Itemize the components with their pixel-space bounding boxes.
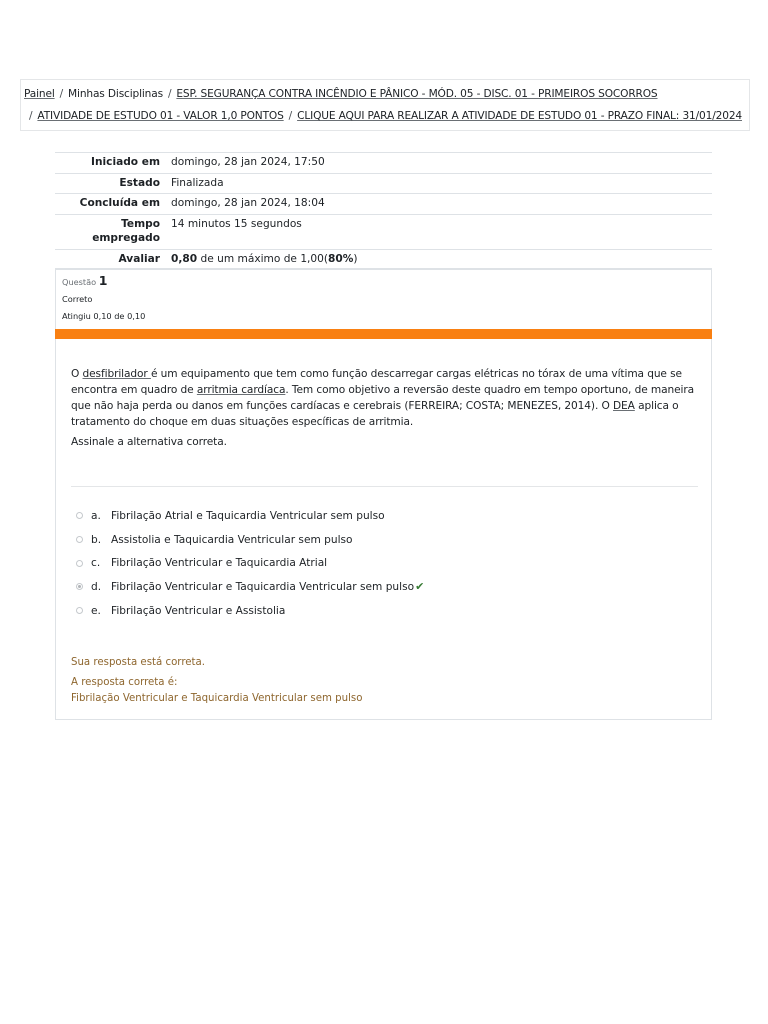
grade-percent: 80% xyxy=(328,252,354,265)
started-value: domingo, 28 jan 2024, 17:50 xyxy=(166,153,712,174)
answer-letter: e. xyxy=(91,604,101,617)
question-number-label: Questão xyxy=(62,277,97,287)
time-label-line-1: Tempo xyxy=(121,217,160,230)
question-state: Correto xyxy=(62,294,93,304)
breadcrumb-quiz-link[interactable]: CLIQUE AQUI PARA REALIZAR A ATIVIDADE DE ESTUDO 01 - PRAZO FINAL: 31/01/2024 xyxy=(297,110,742,122)
breadcrumb-separator: / xyxy=(29,110,33,122)
breadcrumb-separator: / xyxy=(288,110,293,122)
answer-radio-c[interactable] xyxy=(76,560,83,567)
feedback-result: Sua resposta está correta. xyxy=(71,657,206,668)
question-info xyxy=(62,273,145,321)
grade-mid: de um máximo de 1,00( xyxy=(197,252,329,265)
attempt-summary-table xyxy=(55,152,712,270)
question-card xyxy=(55,268,712,720)
answer-radio-d[interactable] xyxy=(76,583,83,590)
question-paragraph-1 xyxy=(71,366,701,430)
question-number xyxy=(62,273,145,288)
answer-option-e[interactable] xyxy=(76,599,424,623)
answer-label: Fibrilação Atrial e Taquicardia Ventricular sem pulso xyxy=(111,509,385,522)
breadcrumb-line-2 xyxy=(29,110,742,122)
answer-radio-b[interactable] xyxy=(76,536,83,543)
time-value: 14 minutos 15 segundos xyxy=(166,214,712,249)
answer-label: Fibrilação Ventricular e Assistolia xyxy=(111,604,286,617)
time-label xyxy=(55,214,166,249)
answer-letter: d. xyxy=(91,580,102,593)
breadcrumb-minhas-disciplinas: Minhas Disciplinas xyxy=(68,88,163,100)
answer-option-a[interactable] xyxy=(76,504,424,528)
completed-value: domingo, 28 jan 2024, 18:04 xyxy=(166,194,712,215)
question-divider xyxy=(71,486,698,487)
answer-list xyxy=(76,504,424,622)
question-text-part: O xyxy=(71,368,83,380)
breadcrumb-painel-link[interactable]: Painel xyxy=(24,88,55,100)
question-number-value: 1 xyxy=(98,273,108,288)
answer-label: Fibrilação Ventricular e Taquicardia Ventricular sem pulso xyxy=(111,580,415,593)
breadcrumb-separator: / xyxy=(167,88,172,100)
answer-letter: a. xyxy=(91,509,101,522)
summary-row-started xyxy=(55,153,712,174)
completed-label: Concluída em xyxy=(55,194,166,215)
summary-row-state xyxy=(55,173,712,194)
desfibrilador-link[interactable]: desfibrilador xyxy=(82,368,151,380)
question-text-part: aplica o tratamento do choque em duas situações específicas de arritmia. xyxy=(71,400,679,428)
check-icon: ✔ xyxy=(415,580,425,594)
summary-row-time xyxy=(55,214,712,249)
answer-letter: b. xyxy=(91,533,102,546)
grade-value xyxy=(166,249,712,270)
summary-row-grade xyxy=(55,249,712,270)
grade-score: 0,80 xyxy=(171,252,198,265)
answer-letter: c. xyxy=(91,557,101,570)
question-grade: Atingiu 0,10 de 0,10 xyxy=(62,311,146,321)
answer-option-c[interactable] xyxy=(76,551,424,575)
answer-option-b[interactable] xyxy=(76,528,424,552)
feedback-correct-answer: Fibrilação Ventricular e Taquicardia Ventricular sem pulso xyxy=(71,693,363,704)
question-text-part: . Tem como objetivo a reversão deste quadro em tempo oportuno, de maneira que não haja perda ou danos em funções cardíacas e cerebrais (FERREIRA; COSTA; MENEZES, 2014). O xyxy=(71,384,695,412)
state-label: Estado xyxy=(55,173,166,194)
question-text-part: é um equipamento que tem como função descarregar cargas elétricas no tórax de uma vítima que se encontra em quadro de xyxy=(71,368,682,396)
time-label-line-2: empregado xyxy=(92,232,160,244)
grade-label: Avaliar xyxy=(55,249,166,270)
breadcrumb-separator: / xyxy=(59,88,64,100)
question-feedback xyxy=(71,655,362,707)
arritmia-cardiaca-link[interactable]: arritmia cardíaca xyxy=(196,384,286,396)
breadcrumb-course-link[interactable]: ESP. SEGURANÇA CONTRA INCÊNDIO E PÂNICO - MÓD. 05 - DISC. 01 - PRIMEIROS SOCORROS xyxy=(176,88,658,100)
question-accent-bar xyxy=(55,329,712,339)
dea-link[interactable]: DEA xyxy=(613,400,635,412)
summary-row-completed xyxy=(55,194,712,215)
answer-radio-e[interactable] xyxy=(76,607,83,614)
answer-label: Assistolia e Taquicardia Ventricular sem pulso xyxy=(111,533,353,546)
answer-radio-a[interactable] xyxy=(76,512,83,519)
breadcrumb xyxy=(20,79,750,131)
question-text xyxy=(71,366,701,454)
grade-end: ) xyxy=(353,252,358,265)
question-paragraph-2: Assinale a alternativa correta. xyxy=(71,436,227,448)
feedback-correct-label: A resposta correta é: xyxy=(71,677,178,688)
state-value: Finalizada xyxy=(166,173,712,194)
started-label: Iniciado em xyxy=(55,153,166,174)
answer-label: Fibrilação Ventricular e Taquicardia Atrial xyxy=(111,557,328,570)
breadcrumb-line-1 xyxy=(24,88,658,100)
breadcrumb-activity-link[interactable]: ATIVIDADE DE ESTUDO 01 - VALOR 1,0 PONTOS xyxy=(37,110,284,122)
answer-option-d[interactable] xyxy=(76,575,424,599)
